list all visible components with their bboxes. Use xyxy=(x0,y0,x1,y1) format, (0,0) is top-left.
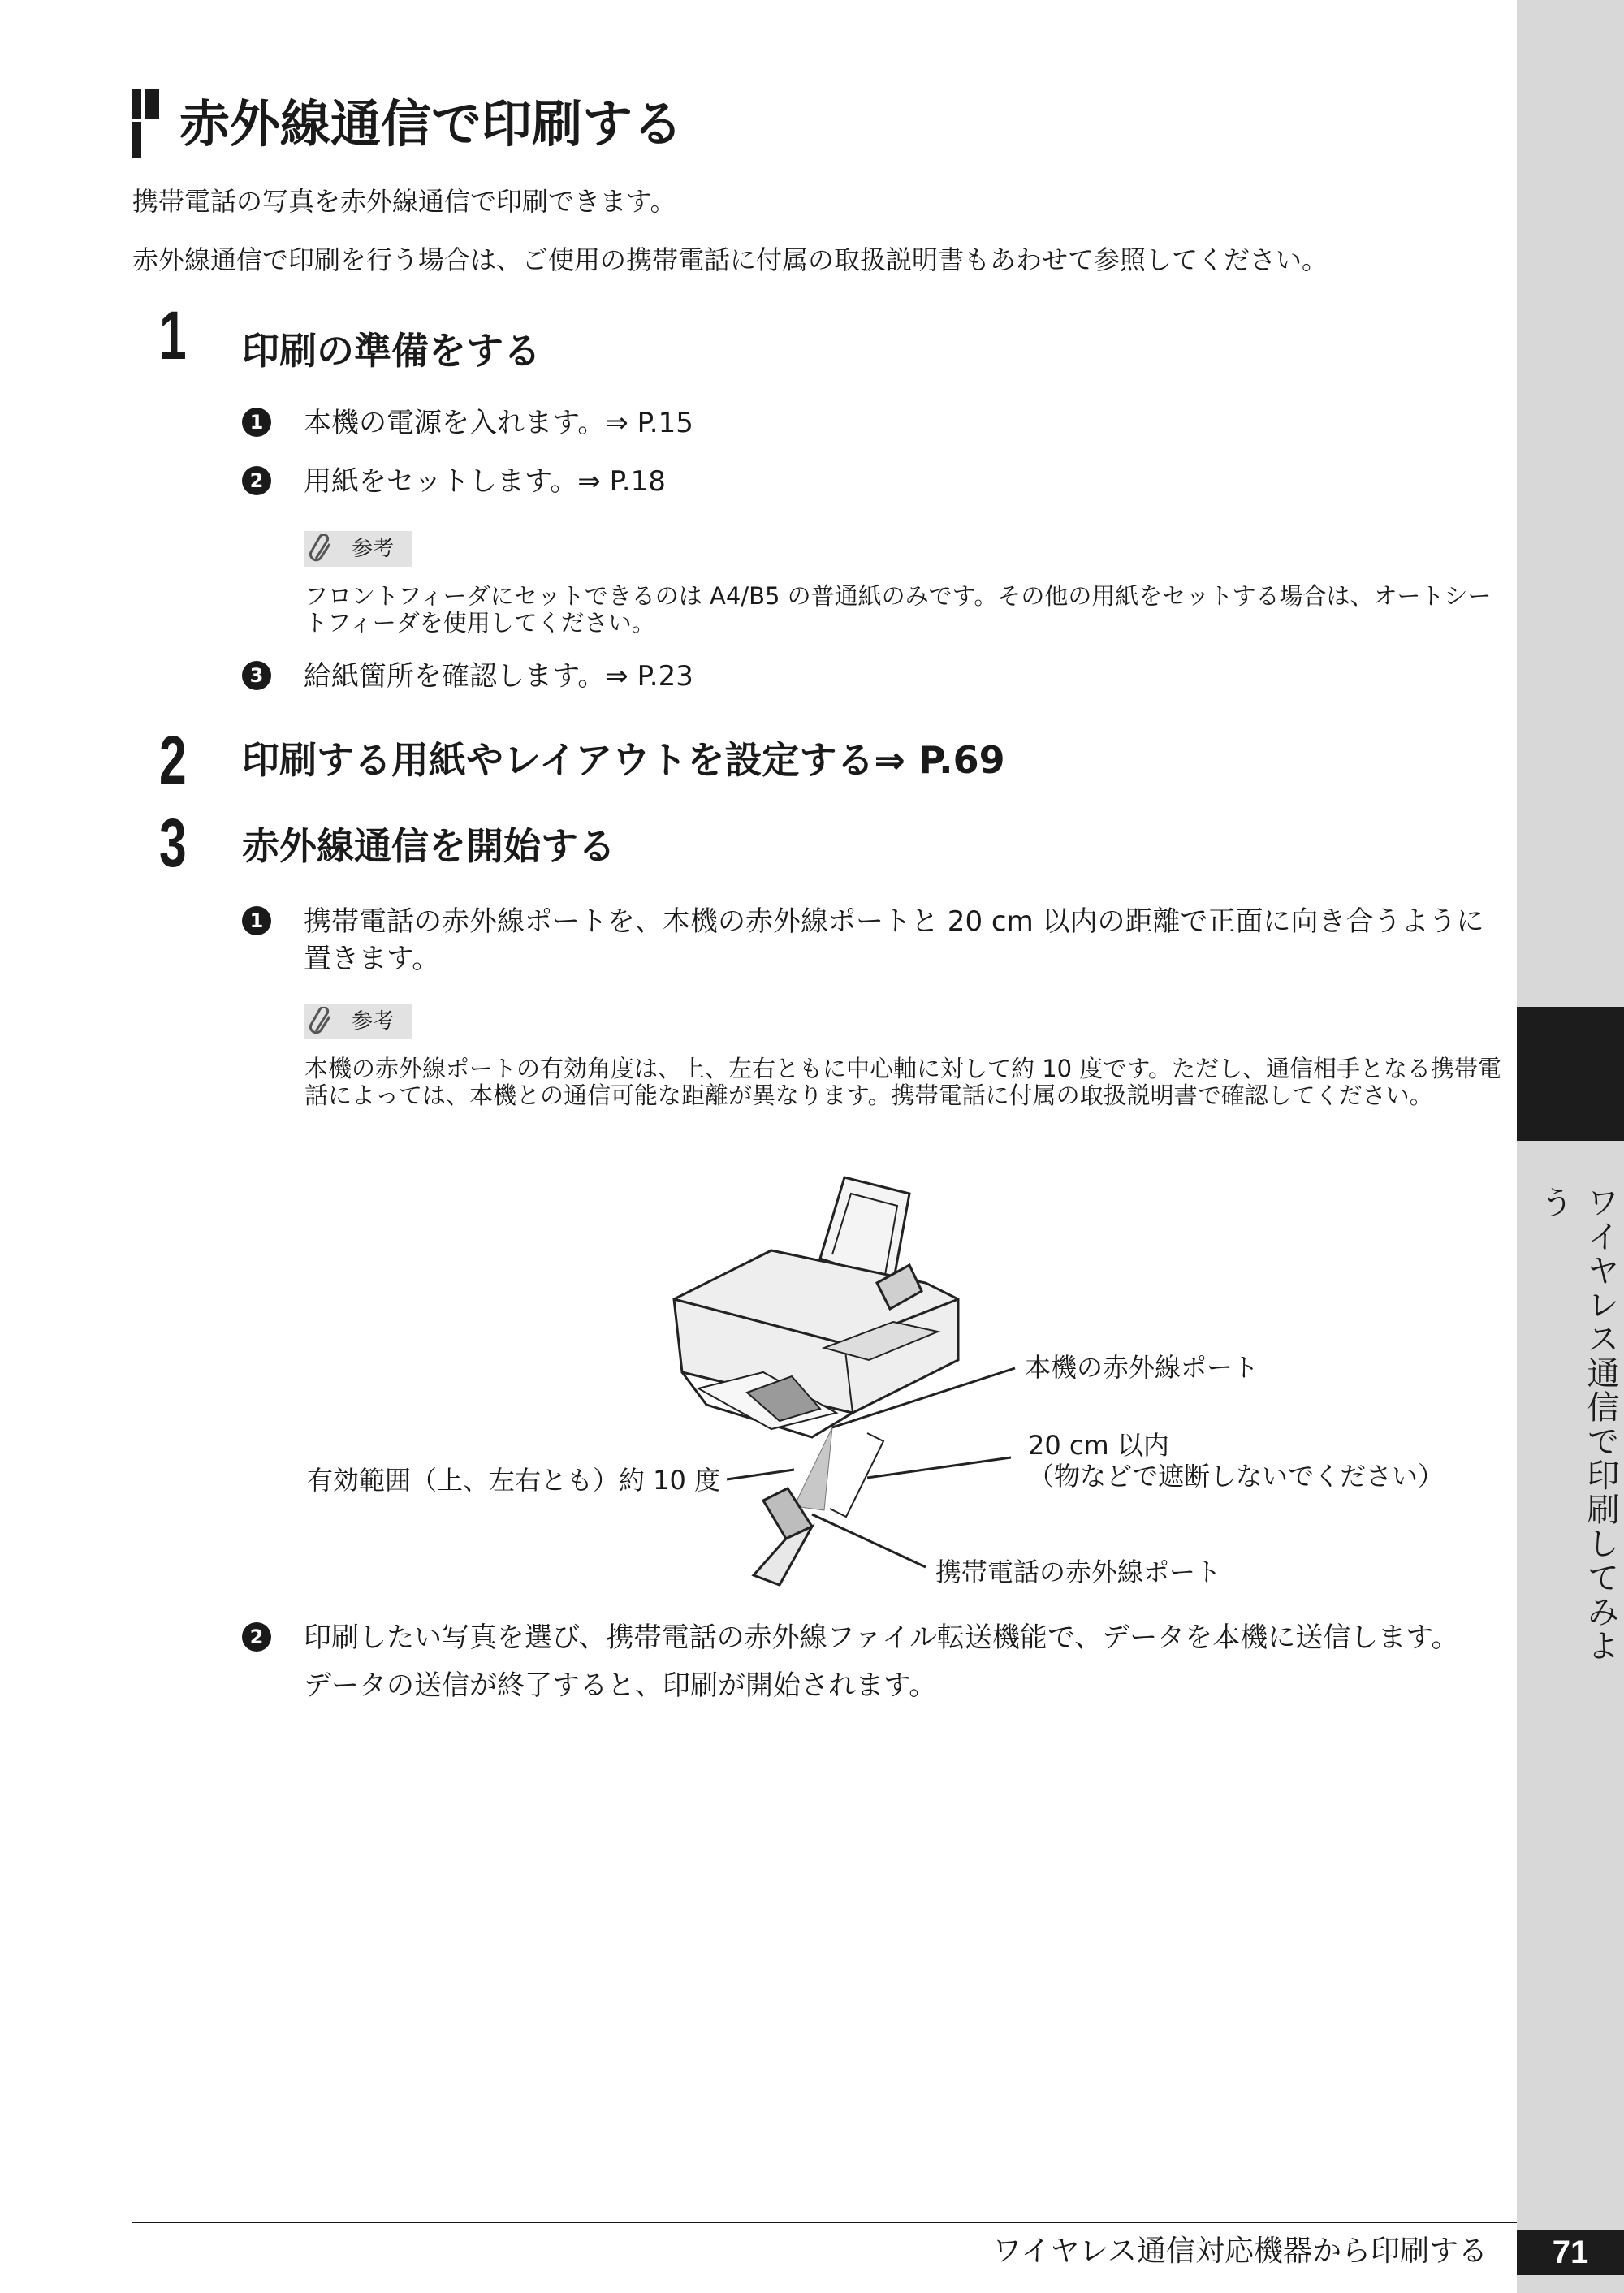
step-3-after-text: データの送信が終了すると、印刷が開始されます。 xyxy=(304,1669,937,1702)
circle-number-2: 2 xyxy=(242,1622,271,1652)
side-strip xyxy=(1517,0,1624,2293)
note-text: フロントフィーダにセットできるのは A4/B5 の普通紙のみです。その他の用紙をセットする場合は、オートシートフィーダを使用してください。 xyxy=(304,582,1492,637)
note-badge: 参考 xyxy=(304,1004,412,1039)
circle-number-3: 3 xyxy=(242,661,271,690)
step-number-3: 3 xyxy=(159,805,187,881)
callout-distance-2: （物などで遮断しないでください） xyxy=(1028,1461,1445,1492)
step-title-2: 印刷する用紙やレイアウトを設定する⇒ P.69 xyxy=(242,738,1005,782)
circle-number-1: 1 xyxy=(242,906,271,935)
paperclip-icon xyxy=(309,1007,334,1034)
step-number-1: 1 xyxy=(159,297,187,374)
step-title-1: 印刷の準備をする xyxy=(242,329,541,373)
note-text: 本機の赤外線ポートの有効角度は、上、左右ともに中心軸に対して約 10 度です。ただし、通信相手となる携帯電話によっては、本機との通信可能な距離が異なります。携帯電話に付属の取扱説明書で確認してください。 xyxy=(304,1055,1502,1109)
circle-number-1: 1 xyxy=(242,408,271,437)
circle-number-2: 2 xyxy=(242,466,271,495)
footer-rule xyxy=(132,2222,1517,2223)
chapter-label: ワイヤレス通信で印刷してみよう xyxy=(1535,1185,1619,1663)
intro-line-2: 赤外線通信で印刷を行う場合は、ご使用の携帯電話に付属の取扱説明書もあわせて参照してください。 xyxy=(132,244,1328,275)
paperclip-icon xyxy=(309,534,334,562)
callout-phone-port: 携帯電話の赤外線ポート xyxy=(935,1557,1222,1587)
callout-range: 有効範囲（上、左右とも）約 10 度 xyxy=(307,1465,721,1496)
footer-section: ワイヤレス通信対応機器から印刷する xyxy=(992,2235,1488,2268)
note-badge: 参考 xyxy=(304,531,412,567)
printer-phone-illustration xyxy=(650,1169,1218,1600)
callout-distance-1: 20 cm 以内 xyxy=(1028,1430,1169,1461)
page-number: 71 xyxy=(1517,2230,1624,2275)
callout-printer-port: 本機の赤外線ポート xyxy=(1025,1352,1259,1383)
step-title-3: 赤外線通信を開始する xyxy=(242,824,615,868)
chapter-tab xyxy=(1517,1007,1624,1141)
intro-line-1: 携帯電話の写真を赤外線通信で印刷できます。 xyxy=(132,186,676,217)
page-title: 赤外線通信で印刷する xyxy=(179,94,684,153)
step-number-2: 2 xyxy=(159,722,187,798)
